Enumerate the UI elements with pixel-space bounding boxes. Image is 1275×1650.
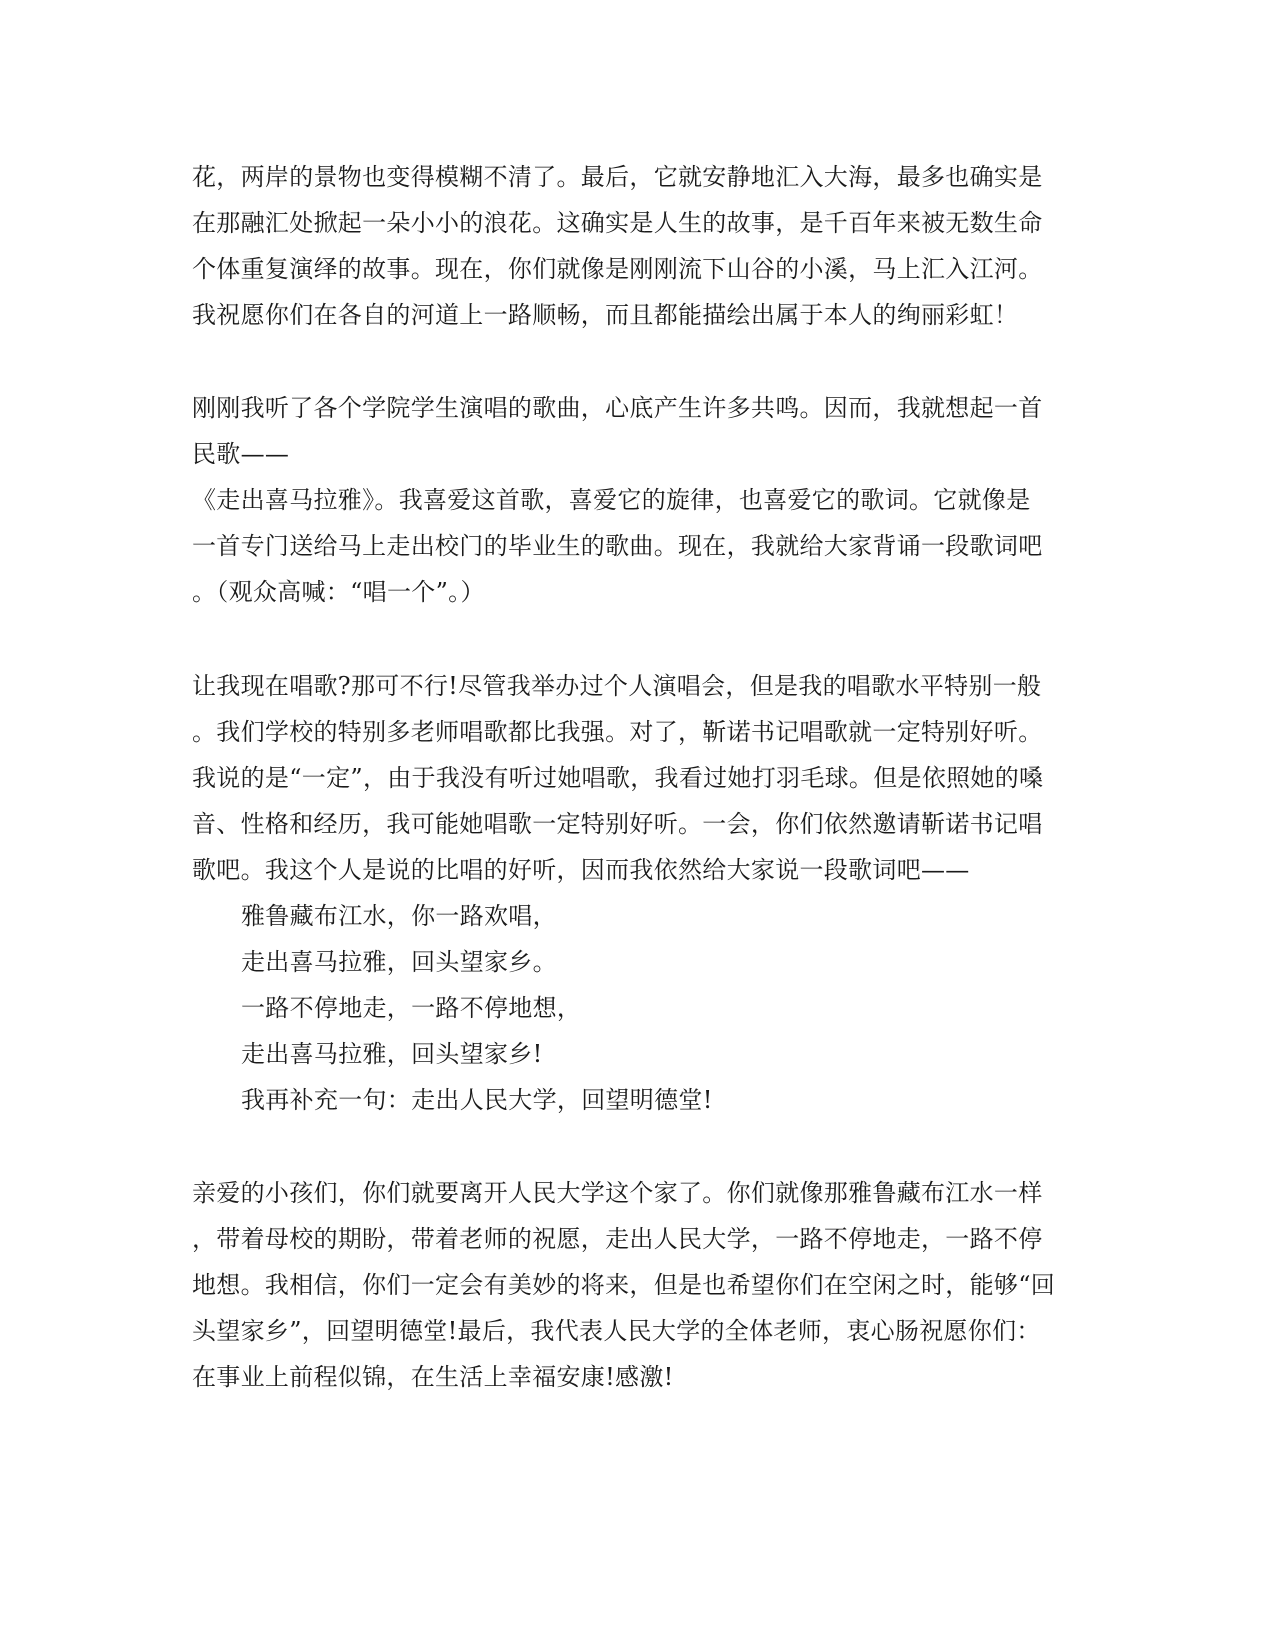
paragraph-3-line-2: 。我们学校的特别多老师唱歌都比我强。对了，靳诺书记唱歌就一定特别好听。 bbox=[192, 718, 1043, 746]
paragraph-5-line-1: 亲爱的小孩们，你们就要离开人民大学这个家了。你们就像那雅鲁藏布江水一样 bbox=[192, 1179, 1043, 1207]
lyric-line-2: 走出喜马拉雅，回头望家乡。 bbox=[241, 948, 557, 976]
paragraph-2-line-5: 。（观众高喊：“唱一个”。） bbox=[192, 578, 485, 606]
lyric-line-4: 走出喜马拉雅，回头望家乡! bbox=[241, 1040, 543, 1068]
lyric-line-5: 我再补充一句：走出人民大学，回望明德堂! bbox=[241, 1086, 713, 1114]
paragraph-3-line-1: 让我现在唱歌?那可不行!尽管我举办过个人演唱会，但是我的唱歌水平特别一般 bbox=[192, 672, 1042, 700]
paragraph-2-line-4: 一首专门送给马上走出校门的毕业生的歌曲。现在，我就给大家背诵一段歌词吧 bbox=[192, 532, 1043, 560]
paragraph-1-line-1: 花，两岸的景物也变得模糊不清了。最后，它就安静地汇入大海，最多也确实是 bbox=[192, 163, 1043, 191]
paragraph-2-line-1: 刚刚我听了各个学院学生演唱的歌曲，心底产生许多共鸣。因而，我就想起一首 bbox=[192, 394, 1043, 422]
paragraph-5-line-5: 在事业上前程似锦，在生活上幸福安康!感激! bbox=[192, 1363, 674, 1391]
paragraph-2-line-3: 《走出喜马拉雅》。我喜爱这首歌，喜爱它的旋律，也喜爱它的歌词。它就像是 bbox=[192, 486, 1031, 514]
paragraph-5-line-4: 头望家乡”，回望明德堂!最后，我代表人民大学的全体老师，衷心肠祝愿你们： bbox=[192, 1317, 1041, 1345]
paragraph-2-line-2: 民歌—— bbox=[192, 440, 290, 468]
paragraph-1-line-2: 在那融汇处掀起一朵小小的浪花。这确实是人生的故事，是千百年来被无数生命 bbox=[192, 209, 1043, 237]
paragraph-5-line-2: ，带着母校的期盼，带着老师的祝愿，走出人民大学，一路不停地走，一路不停 bbox=[192, 1225, 1043, 1253]
lyric-line-3: 一路不停地走，一路不停地想， bbox=[241, 994, 582, 1022]
paragraph-1-line-3: 个体重复演绎的故事。现在，你们就像是刚刚流下山谷的小溪，马上汇入江河。 bbox=[192, 255, 1043, 283]
paragraph-3-line-5: 歌吧。我这个人是说的比唱的好听，因而我依然给大家说一段歌词吧—— bbox=[192, 856, 970, 884]
paragraph-5-line-3: 地想。我相信，你们一定会有美妙的将来，但是也希望你们在空闲之时，能够“回 bbox=[192, 1271, 1056, 1299]
paragraph-1-line-4: 我祝愿你们在各自的河道上一路顺畅，而且都能描绘出属于本人的绚丽彩虹！ bbox=[192, 301, 1019, 329]
lyric-line-1: 雅鲁藏布江水，你一路欢唱， bbox=[241, 902, 557, 930]
paragraph-3-line-4: 音、性格和经历，我可能她唱歌一定特别好听。一会，你们依然邀请靳诺书记唱 bbox=[192, 810, 1043, 838]
paragraph-3-line-3: 我说的是“一定”，由于我没有听过她唱歌，我看过她打羽毛球。但是依照她的嗓 bbox=[192, 764, 1044, 792]
